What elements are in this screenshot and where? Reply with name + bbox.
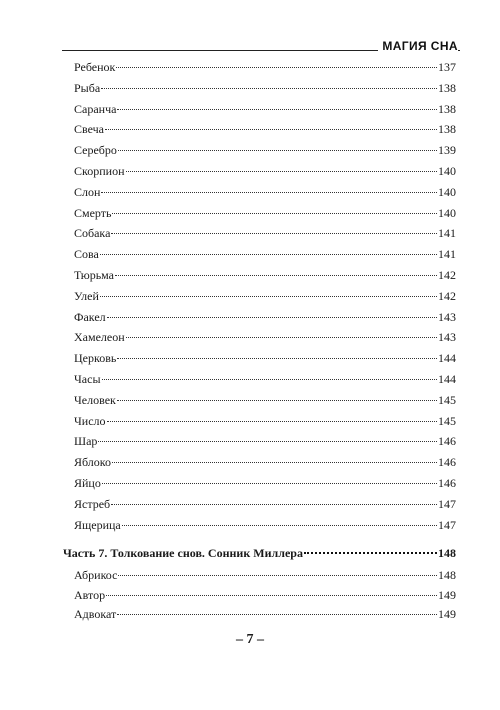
dot-leader bbox=[122, 524, 437, 526]
toc-part-heading bbox=[63, 545, 456, 561]
toc-entry-label: Яйцо bbox=[74, 476, 101, 490]
toc-entry-label: Собака bbox=[74, 226, 111, 241]
toc-entry-page: 138 bbox=[438, 101, 456, 116]
toc-entry-label: Сова bbox=[74, 247, 99, 262]
toc-entry bbox=[74, 454, 456, 470]
toc-entry-label: Серебро bbox=[74, 143, 117, 158]
toc-entry-page: 146 bbox=[438, 434, 456, 449]
toc-entry-page: 141 bbox=[438, 226, 456, 241]
toc-part-page: 148 bbox=[438, 546, 456, 560]
dot-leader bbox=[112, 461, 437, 463]
toc-entry bbox=[74, 267, 456, 283]
dot-leader bbox=[118, 149, 437, 151]
dot-leader bbox=[117, 399, 437, 401]
dot-leader bbox=[102, 378, 437, 380]
toc-entry bbox=[74, 163, 456, 179]
toc-entry bbox=[74, 475, 456, 491]
toc-entry bbox=[74, 205, 456, 221]
dot-leader bbox=[106, 594, 437, 596]
toc-entry-page: 149 bbox=[438, 607, 456, 621]
toc-entry-label: Скорпион bbox=[74, 164, 125, 178]
dot-leader bbox=[98, 440, 437, 442]
toc-entry-label: Ребенок bbox=[74, 60, 116, 74]
toc-entry bbox=[74, 517, 456, 533]
toc-entry-label: Часы bbox=[74, 372, 101, 386]
dot-leader bbox=[111, 503, 437, 505]
toc-entry-label: Абрикос bbox=[74, 568, 118, 582]
toc-entry-page: 147 bbox=[438, 496, 456, 511]
dot-leader bbox=[101, 87, 437, 89]
dot-leader bbox=[111, 232, 437, 234]
toc-entry-label: Человек bbox=[74, 392, 116, 407]
toc-entry-page: 149 bbox=[438, 587, 456, 602]
toc-entry bbox=[74, 288, 456, 304]
toc-entry-page: 146 bbox=[438, 455, 456, 470]
toc-entry-label: Улей bbox=[74, 288, 99, 303]
toc-entry-page: 146 bbox=[438, 476, 456, 490]
toc-entry bbox=[74, 142, 456, 158]
dot-leader bbox=[105, 128, 437, 130]
toc-entry bbox=[74, 101, 456, 117]
toc-part-label: Часть 7. Толкование снов. Сонник Миллера bbox=[63, 546, 303, 560]
toc-entry-page: 139 bbox=[438, 143, 456, 158]
page-number: – 7 – bbox=[236, 632, 264, 647]
toc-entry-label: Свеча bbox=[74, 122, 104, 137]
toc-entry bbox=[74, 59, 456, 75]
dot-leader bbox=[107, 316, 437, 318]
toc-entry-label: Церковь bbox=[74, 351, 117, 366]
toc-entry-page: 140 bbox=[438, 164, 456, 178]
dot-leader bbox=[112, 212, 437, 214]
toc-entry-label: Яблоко bbox=[74, 455, 112, 470]
toc-entry-page: 137 bbox=[438, 60, 456, 74]
dot-leader bbox=[117, 613, 437, 615]
toc-entry-label: Слон bbox=[74, 184, 101, 199]
toc-entry-label: Смерть bbox=[74, 205, 112, 220]
toc-entry-label: Число bbox=[74, 413, 106, 428]
toc-entry-label: Рыба bbox=[74, 80, 101, 95]
toc-entry bbox=[74, 606, 456, 622]
toc-entry-page: 138 bbox=[438, 80, 456, 95]
toc-entry bbox=[74, 121, 456, 137]
toc-entry-label: Саранча bbox=[74, 101, 117, 116]
toc-entry-label: Факел bbox=[74, 309, 106, 324]
toc-entry-label: Хамелеон bbox=[74, 330, 125, 345]
dot-leader bbox=[116, 66, 437, 68]
toc-entry-page: 143 bbox=[438, 309, 456, 324]
dot-leader bbox=[117, 357, 437, 359]
dot-leader bbox=[101, 191, 437, 193]
toc-entry bbox=[74, 587, 456, 603]
toc-entry bbox=[74, 225, 456, 241]
toc-entry-label: Ястреб bbox=[74, 496, 111, 511]
toc-entry-page: 144 bbox=[438, 351, 456, 366]
toc-entry-page: 143 bbox=[438, 330, 456, 345]
dot-leader bbox=[304, 551, 437, 554]
dot-leader bbox=[117, 108, 437, 110]
toc-entry bbox=[74, 80, 456, 96]
dot-leader bbox=[100, 253, 437, 255]
toc-entry-page: 144 bbox=[438, 372, 456, 386]
toc-entry bbox=[74, 329, 456, 345]
toc-entry bbox=[74, 246, 456, 262]
toc-entry-page: 145 bbox=[438, 392, 456, 407]
dot-leader bbox=[126, 170, 438, 172]
toc-entry-page: 142 bbox=[438, 268, 456, 282]
toc-entry-label: Тюрьма bbox=[74, 268, 115, 282]
toc-entry-label: Ящерица bbox=[74, 517, 121, 532]
toc-entry bbox=[74, 496, 456, 512]
dot-leader bbox=[115, 274, 437, 276]
toc-entry-page: 147 bbox=[438, 517, 456, 532]
dot-leader bbox=[102, 482, 437, 484]
toc-entry bbox=[74, 392, 456, 408]
dot-leader bbox=[100, 295, 437, 297]
toc-entry-page: 140 bbox=[438, 205, 456, 220]
toc-entry-page: 142 bbox=[438, 288, 456, 303]
toc-entry-page: 141 bbox=[438, 247, 456, 262]
toc-entry-page: 145 bbox=[438, 413, 456, 428]
toc-entry bbox=[74, 371, 456, 387]
dot-leader bbox=[126, 336, 437, 338]
toc-entry bbox=[74, 413, 456, 429]
toc-entry-page: 140 bbox=[438, 184, 456, 199]
dot-leader bbox=[107, 420, 437, 422]
toc-entry-page: 148 bbox=[438, 568, 456, 582]
toc-entry-label: Шар bbox=[74, 434, 98, 449]
toc-entry-label: Автор bbox=[74, 587, 106, 602]
dot-leader bbox=[118, 574, 437, 576]
running-title: МАГИЯ СНА bbox=[378, 39, 458, 53]
toc-entry bbox=[74, 350, 456, 366]
toc-entry-label: Адвокат bbox=[74, 607, 117, 621]
toc-entry bbox=[74, 567, 456, 583]
toc-entry bbox=[74, 433, 456, 449]
toc-entry bbox=[74, 309, 456, 325]
toc-entry bbox=[74, 184, 456, 200]
toc-entry-page: 138 bbox=[438, 122, 456, 137]
